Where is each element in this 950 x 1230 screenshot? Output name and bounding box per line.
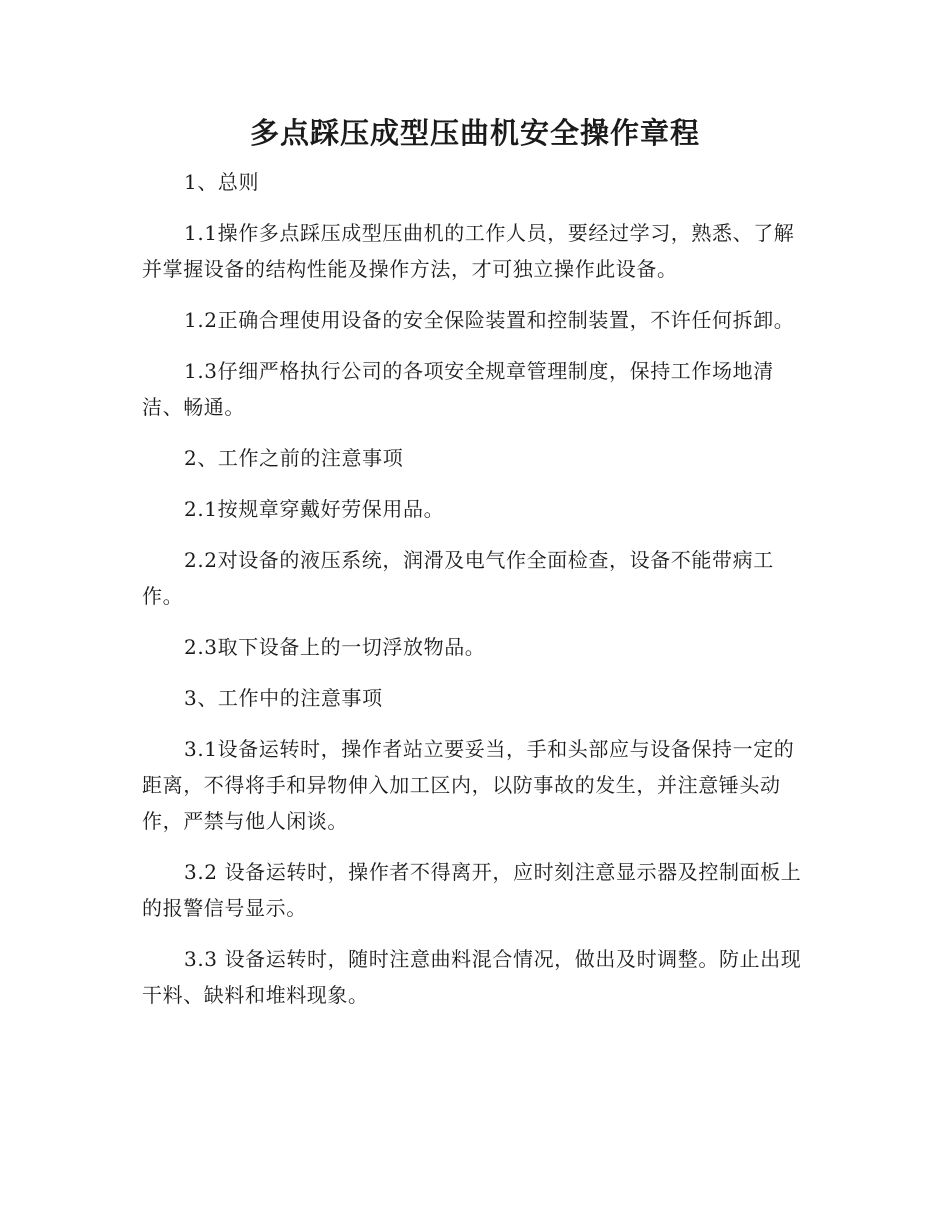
document-body — [142, 164, 812, 1028]
clause-2-2: 2.2对设备的液压系统，润滑及电气作全面检查，设备不能带病工作。 — [142, 548, 774, 608]
clause-3-2: 3.2 设备运转时，操作者不得离开，应时刻注意显示器及控制面板上的报警信号显示。 — [142, 860, 802, 920]
clause-1-2: 1.2正确合理使用设备的安全保险装置和控制装置，不许任何拆卸。 — [184, 308, 795, 332]
clause-1-1: 1.1操作多点踩压成型压曲机的工作人员，要经过学习，熟悉、了解并掌握设备的结构性能及操作方法，才可独立操作此设备。 — [142, 221, 795, 281]
document-title: 多点踩压成型压曲机安全操作章程 — [249, 116, 700, 150]
section-heading-before-work: 2、工作之前的注意事项 — [184, 446, 404, 470]
clause-2-1: 2.1按规章穿戴好劳保用品。 — [184, 497, 445, 521]
clause-2-3: 2.3取下设备上的一切浮放物品。 — [184, 635, 486, 659]
clause-3-1: 3.1设备运转时，操作者站立要妥当，手和头部应与设备保持一定的距离，不得将手和异物伸入加工区内，以防事故的发生，并注意锤头动作，严禁与他人闲谈。 — [142, 737, 795, 833]
clause-1-3: 1.3仔细严格执行公司的各项安全规章管理制度，保持工作场地清洁、畅通。 — [142, 359, 774, 419]
clause-3-3: 3.3 设备运转时，随时注意曲料混合情况，做出及时调整。防止出现干料、缺料和堆料现象。 — [142, 947, 802, 1007]
section-heading-during-work: 3、工作中的注意事项 — [184, 686, 383, 710]
section-heading-general: 1、总则 — [184, 170, 260, 194]
